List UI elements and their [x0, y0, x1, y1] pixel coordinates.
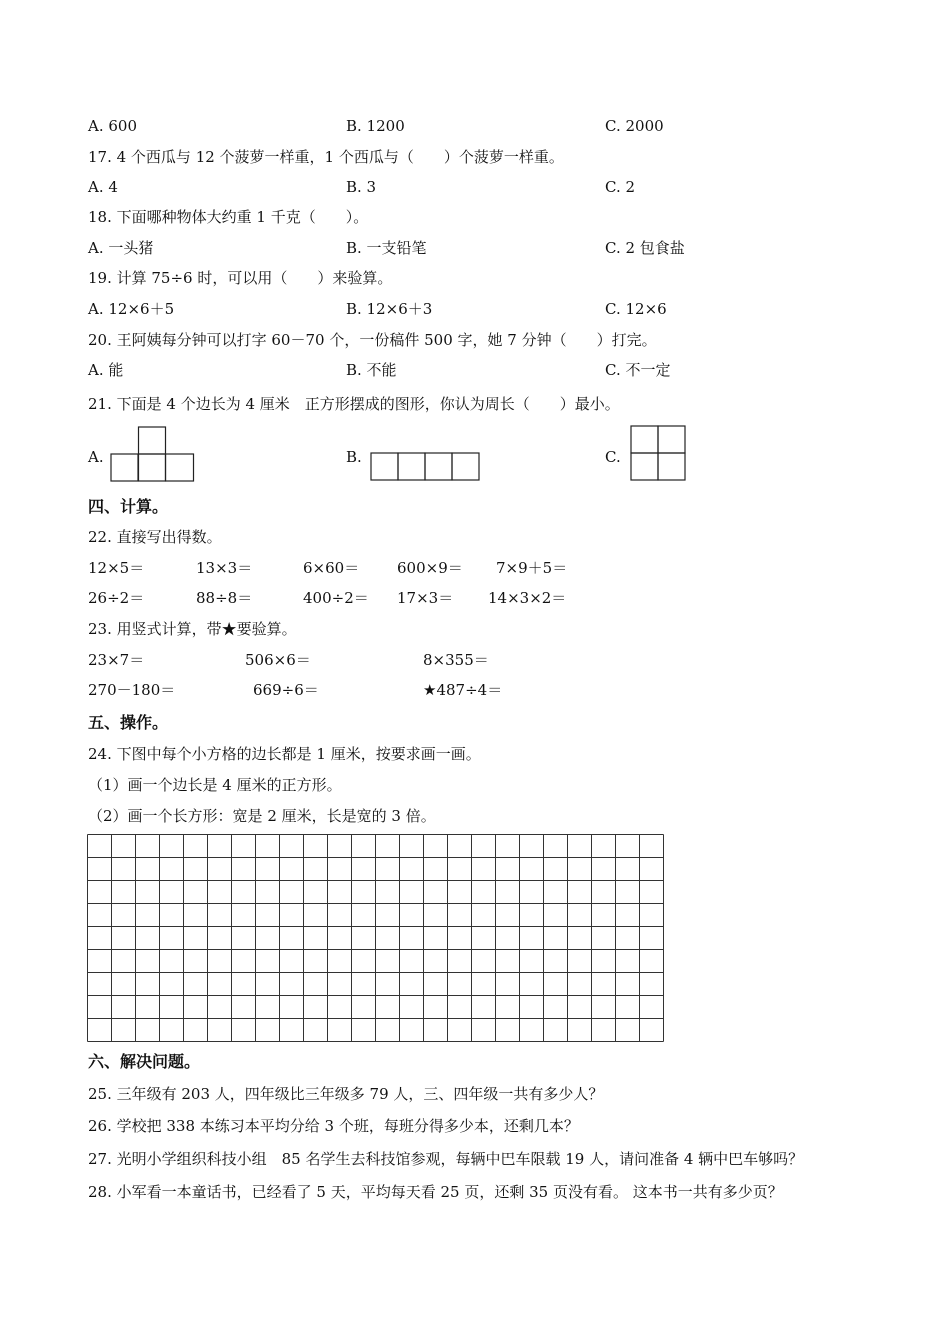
q16-option-c: C. 2000: [605, 117, 664, 135]
q18-question: 18. 下面哪种物体大约重 1 千克（ ）。: [88, 208, 369, 226]
q19-option-c: C. 12×6: [605, 300, 667, 318]
q21-question: 21. 下面是 4 个边长为 4 厘米 正方形摆成的图形，你认为周长（ ）最小。: [88, 395, 620, 413]
q22-item: 88÷8＝: [196, 589, 253, 607]
q22-question: 22. 直接写出得数。: [88, 528, 222, 546]
q27-question: 27. 光明小学组织科技小组 85 名学生去科技馆参观，每辆中巴车限载 19 人，请问准备 4 辆中巴车够吗？: [88, 1150, 804, 1168]
q17-option-c: C. 2: [605, 178, 636, 196]
q20-option-b: B. 不能: [346, 361, 397, 379]
section-4-title: 四、计算。: [88, 497, 169, 516]
q17-question: 17. 4 个西瓜与 12 个菠萝一样重，1 个西瓜与（ ）个菠萝一样重。: [88, 148, 564, 166]
q28-question: 28. 小军看一本童话书，已经看了 5 天，平均每天看 25 页，还剩 35 页没有看。 这本书一共有多少页？: [88, 1183, 783, 1201]
q21-figure-b: [370, 452, 482, 482]
q23-item: 8×355＝: [423, 651, 489, 669]
q21-figure-a: [110, 426, 196, 482]
q24-question: 24. 下图中每个小方格的边长都是 1 厘米，按要求画一画。: [88, 745, 481, 763]
q22-item: 12×5＝: [88, 559, 145, 577]
q25-question: 25. 三年级有 203 人，四年级比三年级多 79 人，三、四年级一共有多少人？: [88, 1085, 604, 1103]
q19-option-b: B. 12×6＋3: [346, 300, 433, 318]
q23-question: 23. 用竖式计算，带★要验算。: [88, 620, 297, 638]
q22-item: 400÷2＝: [303, 589, 369, 607]
q21-figure-c: [630, 425, 688, 483]
q21-option-b-label: B.: [346, 448, 362, 466]
q23-item: 506×6＝: [245, 651, 311, 669]
q26-question: 26. 学校把 338 本练习本平均分给 3 个班，每班分得多少本，还剩几本？: [88, 1117, 579, 1135]
q19-question: 19. 计算 75÷6 时，可以用（ ）来验算。: [88, 269, 393, 287]
q19-option-a: A. 12×6＋5: [88, 300, 175, 318]
q24-part-1: （1）画一个边长是 4 厘米的正方形。: [88, 776, 342, 794]
q24-part-2: （2）画一个长方形：宽是 2 厘米，长是宽的 3 倍。: [88, 807, 436, 825]
q18-option-c: C. 2 包食盐: [605, 239, 685, 257]
drawing-grid[interactable]: [87, 834, 664, 1042]
q22-item: 26÷2＝: [88, 589, 145, 607]
q23-item: 23×7＝: [88, 651, 145, 669]
q17-option-b: B. 3: [346, 178, 377, 196]
q22-item: 7×9＋5＝: [496, 559, 568, 577]
q23-item: ★487÷4＝: [423, 681, 503, 699]
q17-option-a: A. 4: [88, 178, 118, 196]
q22-item: 17×3＝: [397, 589, 454, 607]
q23-item: 270－180＝: [88, 681, 176, 699]
q22-item: 13×3＝: [196, 559, 253, 577]
q20-option-c: C. 不一定: [605, 361, 671, 379]
q23-item: 669÷6＝: [253, 681, 319, 699]
q21-option-a-label: A.: [88, 448, 104, 466]
q18-option-a: A. 一头猪: [88, 239, 154, 257]
q22-item: 6×60＝: [303, 559, 360, 577]
section-5-title: 五、操作。: [88, 713, 169, 732]
q16-option-b: B. 1200: [346, 117, 405, 135]
q16-option-a: A. 600: [88, 117, 137, 135]
section-6-title: 六、解决问题。: [88, 1052, 201, 1071]
q18-option-b: B. 一支铅笔: [346, 239, 427, 257]
q22-item: 600×9＝: [397, 559, 463, 577]
q22-item: 14×3×2＝: [488, 589, 567, 607]
q20-option-a: A. 能: [88, 361, 124, 379]
q21-option-c-label: C.: [605, 448, 621, 466]
q20-question: 20. 王阿姨每分钟可以打字 60－70 个，一份稿件 500 字，她 7 分钟（ ）打完。: [88, 331, 657, 349]
